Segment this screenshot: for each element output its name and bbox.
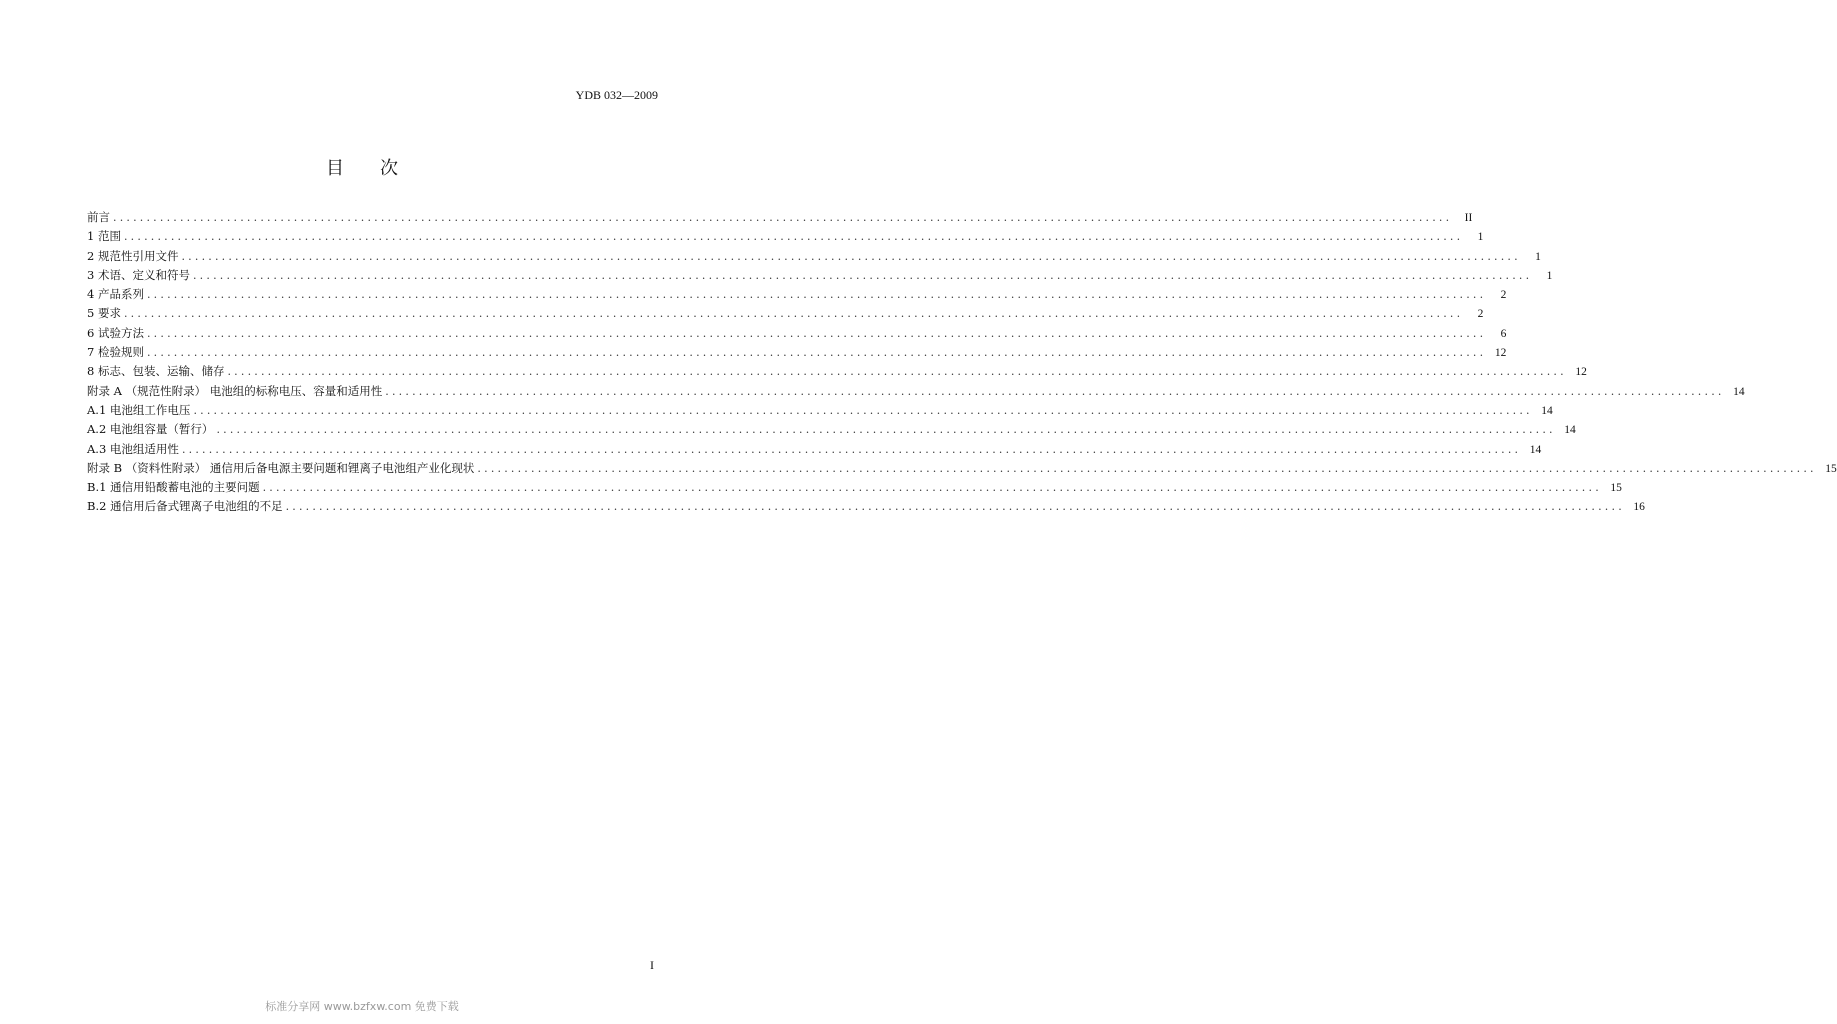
toc-dot-leader: ........................................................................................................................................................................................................ bbox=[192, 268, 1533, 282]
standard-code: YDB 032—2009 bbox=[575, 88, 658, 102]
toc-entry-label: B.1 通信用铅酸蓄电池的主要问题 bbox=[87, 480, 260, 495]
toc-entry-label: A.3 电池组适用性 bbox=[87, 441, 179, 456]
toc-entry[interactable] bbox=[87, 382, 1745, 401]
page-number: I bbox=[650, 958, 654, 972]
toc-entry-label: 5 要求 bbox=[87, 306, 121, 321]
toc-entry-label: 3 术语、定义和符号 bbox=[87, 267, 190, 282]
toc-entry-page: 14 bbox=[1733, 385, 1745, 398]
toc-entry-label: 2 规范性引用文件 bbox=[87, 248, 179, 263]
toc-dot-leader: ........................................................................................................................................................................................................ bbox=[181, 249, 1521, 263]
toc-entry[interactable] bbox=[87, 401, 1553, 420]
toc-entry[interactable] bbox=[87, 420, 1576, 439]
toc-dot-leader: ........................................................................................................................................................................................................ bbox=[262, 481, 1602, 495]
toc-entry-page: 12 bbox=[1494, 347, 1507, 360]
toc-entry-label: 7 检验规则 bbox=[87, 345, 144, 360]
page-title bbox=[0, 154, 724, 180]
toc-entry-label: 4 产品系列 bbox=[87, 287, 144, 302]
title-char-2: 次 bbox=[380, 158, 398, 179]
toc-entry-page: 2 bbox=[1477, 308, 1484, 321]
toc-dot-leader: ........................................................................................................................................................................................................ bbox=[181, 442, 1522, 456]
toc-entry[interactable] bbox=[87, 459, 1837, 478]
toc-dot-leader: ........................................................................................................................................................................................................ bbox=[216, 423, 1556, 437]
toc-dot-leader: ........................................................................................................................................................................................................ bbox=[385, 384, 1725, 398]
toc-entry-label: 8 标志、包装、运输、储存 bbox=[87, 364, 225, 379]
toc-dot-leader: ........................................................................................................................................................................................................ bbox=[285, 500, 1625, 514]
toc-entry[interactable] bbox=[87, 266, 1553, 285]
toc-dot-leader: ........................................................................................................................................................................................................ bbox=[477, 461, 1817, 475]
toc-entry[interactable] bbox=[87, 208, 1473, 227]
toc-entry[interactable] bbox=[87, 285, 1507, 304]
toc-entry-page: 14 bbox=[1529, 443, 1542, 456]
toc-dot-leader: ........................................................................................................................................................................................................ bbox=[193, 403, 1533, 417]
toc-entry-label: A.2 电池组容量（暂行） bbox=[87, 422, 214, 437]
toc-entry-page: 1 bbox=[1546, 269, 1553, 282]
toc-entry-label: 附录 A （规范性附录） 电池组的标称电压、容量和适用性 bbox=[87, 383, 383, 398]
toc-entry-page: 14 bbox=[1564, 424, 1576, 437]
toc-entry[interactable] bbox=[87, 440, 1542, 459]
toc-entry[interactable] bbox=[87, 478, 1622, 497]
toc-entry-page: 1 bbox=[1477, 231, 1484, 244]
toc-entry-page: II bbox=[1464, 212, 1473, 224]
toc-entry[interactable] bbox=[87, 304, 1484, 323]
toc-entry-label: A.1 电池组工作电压 bbox=[87, 402, 191, 417]
toc-entry-page: 15 bbox=[1825, 462, 1837, 475]
toc-entry-label: 6 试验方法 bbox=[87, 325, 144, 340]
toc-entry-page: 1 bbox=[1535, 250, 1541, 263]
toc-dot-leader: ........................................................................................................................................................................................................ bbox=[113, 211, 1453, 224]
toc-entry-page: 14 bbox=[1541, 404, 1553, 417]
toc-entry[interactable] bbox=[87, 247, 1541, 266]
toc-entry-label: B.2 通信用后备式锂离子电池组的不足 bbox=[87, 499, 283, 514]
toc-entry[interactable] bbox=[87, 324, 1507, 343]
table-of-contents bbox=[87, 208, 1837, 517]
toc-dot-leader: ........................................................................................................................................................................................................ bbox=[146, 346, 1487, 360]
toc-entry-page: 6 bbox=[1500, 327, 1507, 340]
toc-dot-leader: ........................................................................................................................................................................................................ bbox=[146, 326, 1487, 340]
toc-entry-page: 2 bbox=[1500, 289, 1507, 302]
toc-entry-label: 前言 bbox=[87, 210, 110, 224]
toc-dot-leader: ........................................................................................................................................................................................................ bbox=[123, 307, 1464, 321]
toc-entry-label: 1 范围 bbox=[87, 229, 121, 244]
toc-dot-leader: ........................................................................................................................................................................................................ bbox=[146, 288, 1487, 302]
toc-entry[interactable] bbox=[87, 497, 1645, 516]
toc-dot-leader: ........................................................................................................................................................................................................ bbox=[227, 365, 1567, 379]
toc-entry-label: 附录 B （资料性附录） 通信用后备电源主要问题和锂离子电池组产业化现状 bbox=[87, 460, 475, 475]
title-char-1: 目 bbox=[326, 158, 344, 179]
toc-entry-page: 12 bbox=[1575, 366, 1587, 379]
toc-dot-leader: ........................................................................................................................................................................................................ bbox=[123, 230, 1464, 244]
toc-entry-page: 15 bbox=[1610, 482, 1622, 495]
toc-entry[interactable] bbox=[87, 362, 1587, 381]
toc-entry-page: 16 bbox=[1633, 501, 1645, 514]
watermark: 标准分享网 www.bzfxw.com 免费下载 bbox=[265, 1000, 459, 1013]
toc-entry[interactable] bbox=[87, 227, 1484, 246]
toc-entry[interactable] bbox=[87, 343, 1507, 362]
